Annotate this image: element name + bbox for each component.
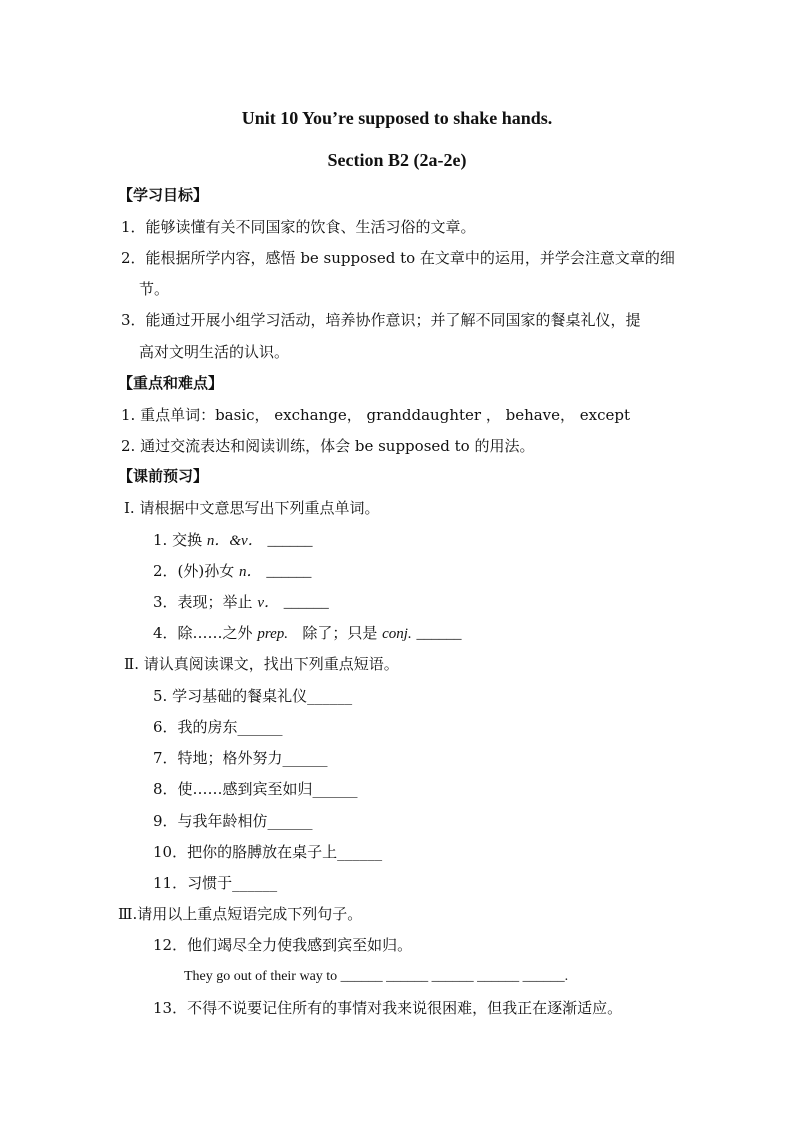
objective-item-continuation: 高对文明生活的认识。 xyxy=(139,343,290,361)
key-point-item: 2. 通过交流表达和阅读训练，体会 be supposed to 的用法。 xyxy=(121,437,535,455)
objective-item: 1．能够读懂有关不同国家的饮食、生活习俗的文章。 xyxy=(121,218,476,236)
phrase-item: 7．特地；格外努力______ xyxy=(153,749,328,767)
phrase-item: 10．把你的胳膊放在桌子上______ xyxy=(153,843,383,861)
vocab-item: 3．表现；举止 v． ______ xyxy=(153,593,329,611)
vocab-item: 2．(外)孙女 n． ______ xyxy=(153,562,312,580)
vocab-item: 1. 交换 n．&v． ______ xyxy=(153,531,313,549)
part-of-speech: v． xyxy=(257,595,279,611)
key-point-item: 1. 重点单词：basic， exchange， granddaughter ， behave， except xyxy=(121,406,631,424)
objective-item: 2．能根据所学内容，感悟 be supposed to 在文章中的运用，并学会注意文章的细 xyxy=(121,249,675,267)
key-points-heading: 【重点和难点】 xyxy=(118,374,224,392)
part-of-speech: n． xyxy=(239,564,262,580)
objective-item: 3．能通过开展小组学习活动，培养协作意识；并了解不同国家的餐桌礼仪，提 xyxy=(121,311,641,329)
vocab-item: 4．除……之外 prep. 除了；只是 conj. ______ xyxy=(153,624,462,642)
answer-blank: ______ xyxy=(283,595,329,611)
page-title: Unit 10 You’re supposed to shake hands. xyxy=(241,108,553,128)
part1-label: Ⅰ. 请根据中文意思写出下列重点单词。 xyxy=(124,499,380,517)
phrase-item: 8．使……感到宾至如归______ xyxy=(153,780,358,798)
phrase-item: 6．我的房东______ xyxy=(153,718,283,736)
sentence-item: 13．不得不说要记住所有的事情对我来说很困难，但我正在逐渐适应。 xyxy=(153,999,623,1017)
answer-blank: ______ xyxy=(416,626,462,642)
sentence-english: They go out of their way to ______ ______ ______ ______ ______. xyxy=(184,969,569,984)
sentence-item: 12．他们竭尽全力使我感到宾至如归。 xyxy=(153,936,413,954)
part2-label: Ⅱ. 请认真阅读课文，找出下列重点短语。 xyxy=(124,655,399,673)
objective-item-continuation: 节。 xyxy=(139,280,170,298)
page-subtitle: Section B2 (2a-2e) xyxy=(327,150,467,170)
part-of-speech: n．&v． xyxy=(206,533,263,549)
part-of-speech: prep. xyxy=(257,626,289,642)
part3-label: Ⅲ.请用以上重点短语完成下列句子。 xyxy=(118,905,363,923)
phrase-item: 11．习惯于______ xyxy=(153,874,278,892)
objectives-heading: 【学习目标】 xyxy=(118,186,209,204)
answer-blank: ______ xyxy=(267,533,313,549)
phrase-item: 9．与我年龄相仿______ xyxy=(153,812,313,830)
phrase-item: 5. 学习基础的餐桌礼仪______ xyxy=(153,687,353,705)
part-of-speech: conj. xyxy=(382,626,412,642)
preview-heading: 【课前预习】 xyxy=(118,467,209,485)
answer-blank: ______ xyxy=(266,564,312,580)
